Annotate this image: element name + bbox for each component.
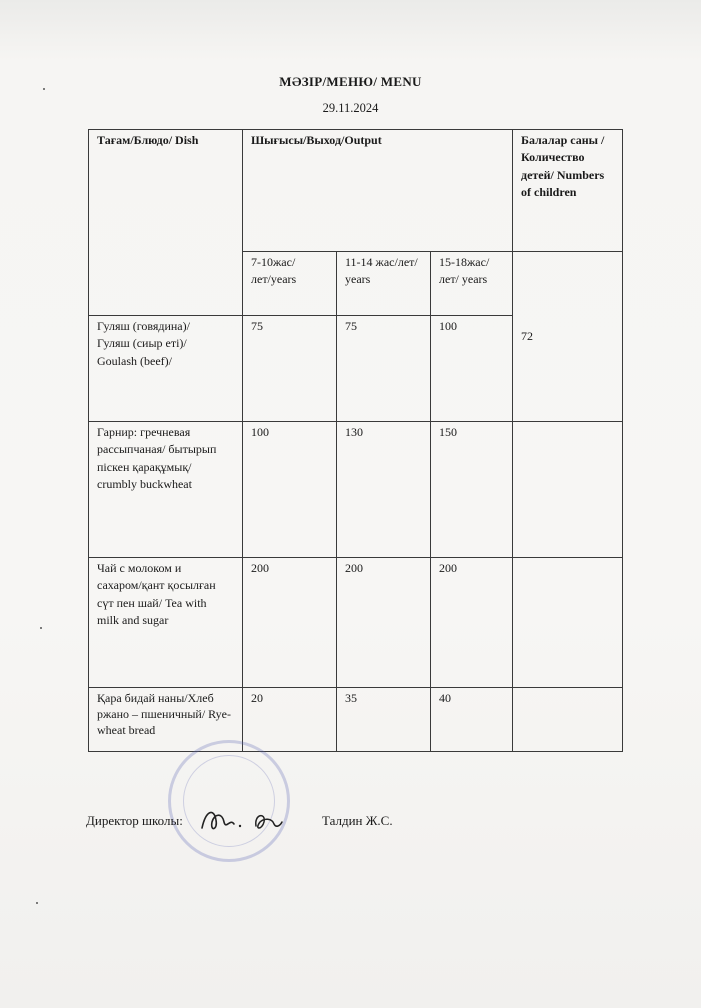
output-11-14: 130	[337, 422, 431, 558]
dish-name	[89, 316, 243, 422]
header-row	[89, 130, 623, 252]
dish-line: Гарнир: гречневая	[97, 425, 191, 439]
output-15-18: 150	[431, 422, 513, 558]
dish-header: Тағам/Блюдо/ Dish	[89, 130, 243, 316]
children-empty	[513, 688, 623, 752]
output-11-14: 75	[337, 316, 431, 422]
children-empty	[513, 558, 623, 688]
director-label: Директор школы:	[86, 813, 183, 828]
dish-line: milk and sugar	[97, 613, 169, 628]
document-date: 29.11.2024	[322, 101, 379, 115]
dish-line: Гуляш (говядина)/	[97, 319, 190, 333]
output-7-10: 20	[243, 688, 337, 752]
output-7-10: 100	[243, 422, 337, 558]
table-row	[89, 688, 623, 752]
age-group-11-14: 11-14 жас/лет/ years	[337, 252, 431, 316]
output-11-14: 200	[337, 558, 431, 688]
output-15-18: 40	[431, 688, 513, 752]
output-7-10: 75	[243, 316, 337, 422]
dish-line: Goulash (beef)/	[97, 353, 172, 368]
menu-table	[88, 129, 623, 752]
director-name: Талдин Ж.С.	[322, 813, 393, 828]
output-11-14: 35	[337, 688, 431, 752]
table-row	[89, 422, 623, 558]
children-header: Балалар саны /Количество детей/ Numbers of children	[513, 130, 623, 252]
table-row	[89, 558, 623, 688]
scan-speck	[43, 88, 45, 90]
dish-line: Чай с молоком и	[97, 561, 182, 575]
output-header: Шығысы/Выход/Output	[243, 130, 513, 252]
dish-name: Қара бидай наны/Хлеб ржано – пшеничный/ Rye-wheat bread	[89, 688, 243, 752]
document-title: МӘЗІР/МЕНЮ/ MENU	[279, 74, 422, 89]
scan-speck	[40, 627, 42, 629]
output-15-18: 100	[431, 316, 513, 422]
children-empty	[513, 422, 623, 558]
dish-line: crumbly buckwheat	[97, 477, 192, 492]
dish-line: Гуляш (сиыр еті)/	[97, 336, 187, 351]
dish-line: рассыпчаная/ бытырып	[97, 442, 217, 457]
output-7-10: 200	[243, 558, 337, 688]
dish-line: сүт пен шай/ Tea with	[97, 595, 207, 610]
age-group-7-10: 7-10жас/лет/years	[243, 252, 337, 316]
children-count: 72	[513, 252, 623, 422]
age-group-15-18: 15-18жас/лет/ years	[431, 252, 513, 316]
scan-speck	[36, 902, 38, 904]
dish-name	[89, 422, 243, 558]
output-15-18: 200	[431, 558, 513, 688]
director-signature	[196, 800, 306, 840]
dish-name	[89, 558, 243, 688]
dish-line: сахаром/қант қосылған	[97, 578, 216, 593]
dish-line: піскен қарақұмық/	[97, 459, 192, 474]
